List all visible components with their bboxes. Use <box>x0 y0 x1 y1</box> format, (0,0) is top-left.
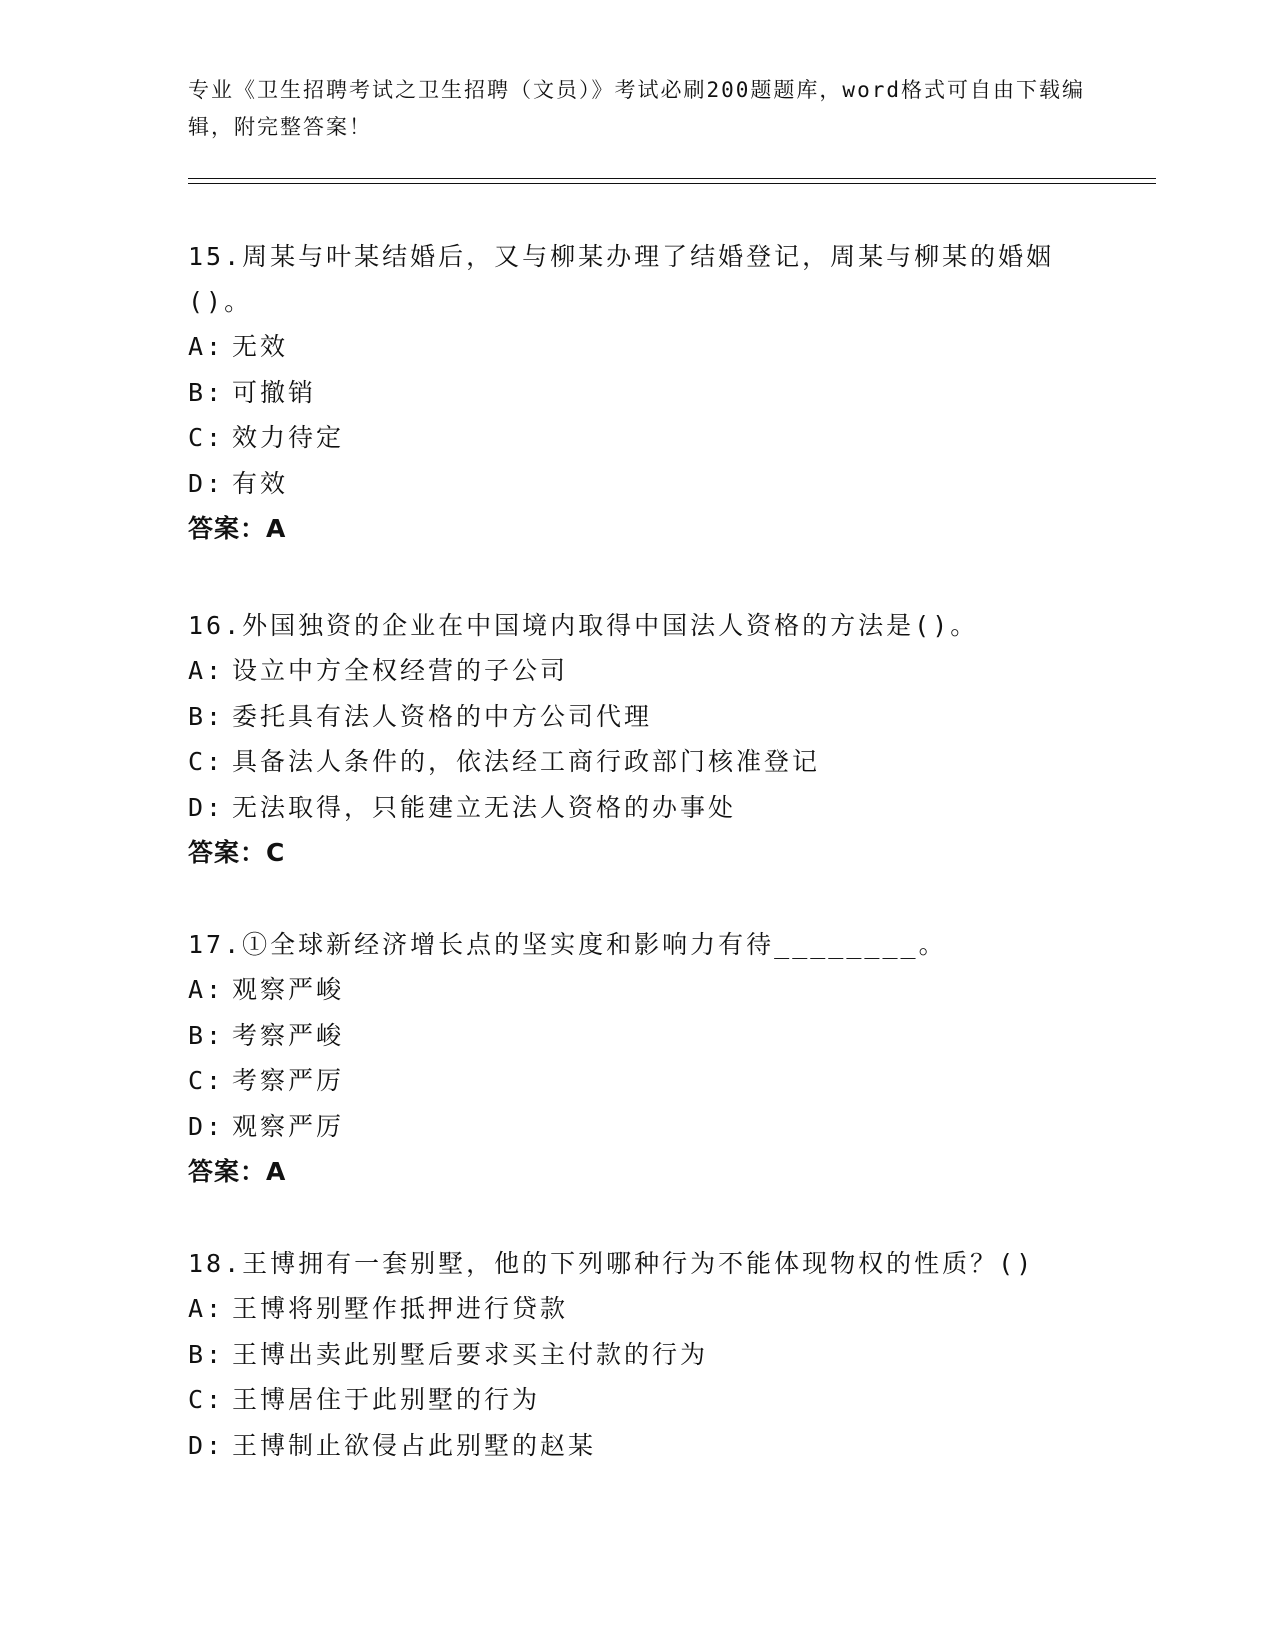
question-17 <box>188 922 1088 1194</box>
option-letter: D: <box>188 1111 225 1141</box>
option-letter: C: <box>188 423 225 452</box>
option-d <box>188 1104 1088 1150</box>
question-text: 18.王博拥有一套别墅，他的下列哪种行为不能体现物权的性质？() <box>188 1249 1035 1278</box>
option-d <box>188 1423 1088 1469</box>
option-letter: B: <box>188 1339 225 1369</box>
option-text: 王博出卖此别墅后要求买主付款的行为 <box>232 1339 709 1369</box>
answer-label: 答案：A <box>188 1157 287 1186</box>
option-c <box>188 415 1088 461</box>
option-text: 观察严厉 <box>232 1111 345 1141</box>
option-letter: D: <box>188 468 225 498</box>
header-divider-top <box>188 178 1156 179</box>
option-c <box>188 1377 1088 1423</box>
option-d <box>188 461 1088 507</box>
option-b <box>188 1332 1088 1378</box>
option-c <box>188 739 1088 785</box>
option-text: 考察严峻 <box>232 1020 345 1050</box>
answer-label: 答案：A <box>188 514 287 543</box>
option-text: 委托具有法人资格的中方公司代理 <box>232 701 653 731</box>
question-text: 15.周某与叶某结婚后，又与柳某办理了结婚登记，周某与柳某的婚姻()。 <box>188 242 1055 316</box>
option-text: 效力待定 <box>232 423 345 452</box>
option-letter: B: <box>188 377 225 407</box>
option-text: 无效 <box>232 332 289 361</box>
answer-label: 答案：C <box>188 838 286 867</box>
option-letter: A: <box>188 975 225 1004</box>
option-letter: A: <box>188 656 225 685</box>
option-d <box>188 785 1088 831</box>
option-b <box>188 370 1088 416</box>
option-letter: B: <box>188 701 225 731</box>
header-divider-bottom <box>188 183 1156 184</box>
option-b <box>188 694 1088 740</box>
option-text: 王博制止欲侵占此别墅的赵某 <box>232 1430 597 1460</box>
option-a <box>188 324 1088 370</box>
option-text: 有效 <box>232 468 289 498</box>
option-letter: D: <box>188 792 225 822</box>
option-letter: C: <box>188 1385 225 1414</box>
option-letter: D: <box>188 1430 225 1460</box>
option-text: 王博将别墅作抵押进行贷款 <box>232 1294 569 1323</box>
document-header: 专业《卫生招聘考试之卫生招聘（文员）》考试必刷200题题库，word格式可自由下载编辑，附完整答案！ <box>188 78 1085 139</box>
option-text: 考察严厉 <box>232 1066 345 1095</box>
option-a <box>188 967 1088 1013</box>
option-a <box>188 648 1088 694</box>
option-text: 无法取得，只能建立无法人资格的办事处 <box>232 792 737 822</box>
option-letter: C: <box>188 1066 225 1095</box>
option-text: 王博居住于此别墅的行为 <box>232 1385 541 1414</box>
option-text: 具备法人条件的，依法经工商行政部门核准登记 <box>232 747 821 776</box>
question-text: 17.①全球新经济增长点的坚实度和影响力有待________。 <box>188 930 947 959</box>
option-c <box>188 1058 1088 1104</box>
option-letter: C: <box>188 747 225 776</box>
option-text: 可撤销 <box>232 377 317 407</box>
option-letter: A: <box>188 332 225 361</box>
option-text: 设立中方全权经营的子公司 <box>232 656 569 685</box>
option-a <box>188 1286 1088 1332</box>
question-text: 16.外国独资的企业在中国境内取得中国法人资格的方法是()。 <box>188 611 979 640</box>
option-letter: A: <box>188 1294 225 1323</box>
option-b <box>188 1013 1088 1059</box>
question-16 <box>188 603 1088 875</box>
option-letter: B: <box>188 1020 225 1050</box>
question-15 <box>188 234 1088 551</box>
question-18 <box>188 1241 1088 1468</box>
option-text: 观察严峻 <box>232 975 345 1004</box>
